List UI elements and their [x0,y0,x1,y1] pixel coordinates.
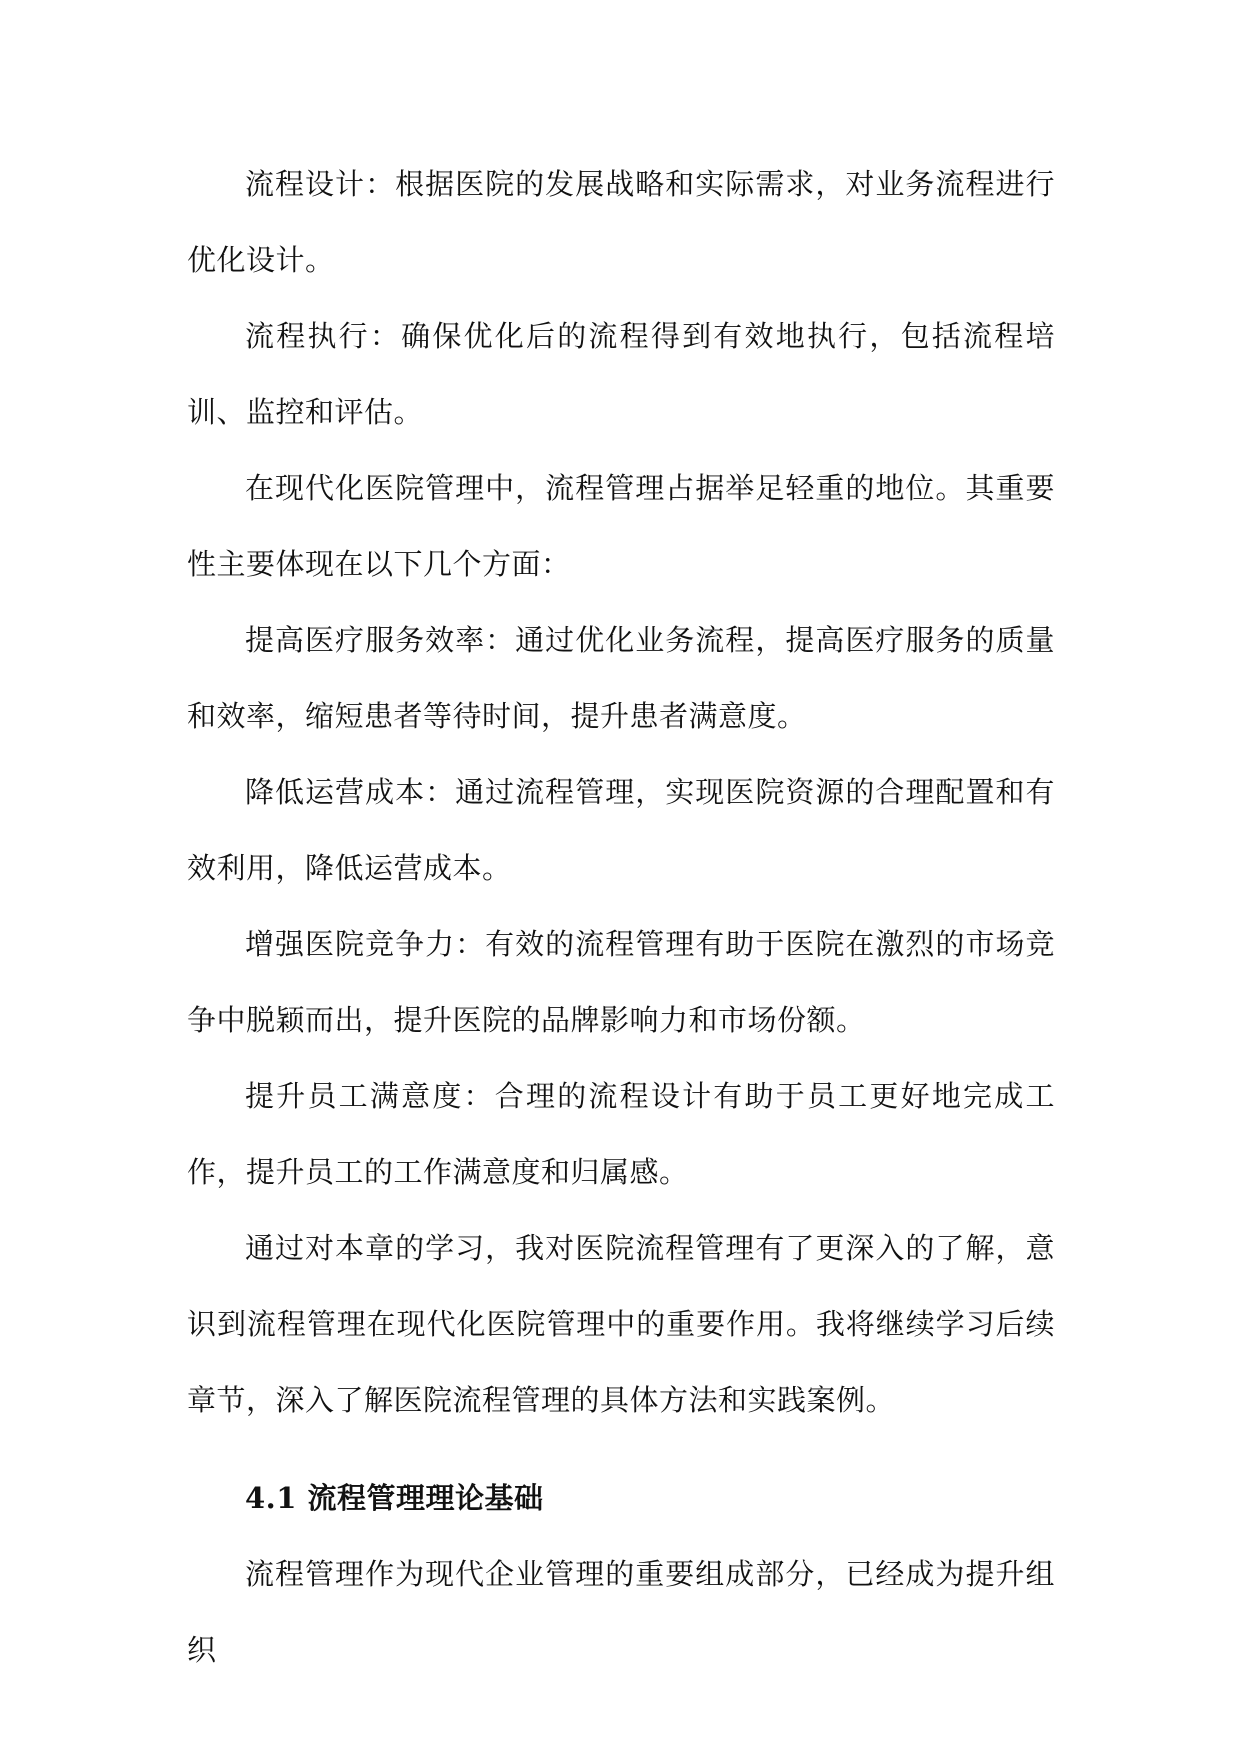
paragraph-competitiveness: 增强医院竞争力：有效的流程管理有助于医院在激烈的市场竞争中脱颖而出，提升医院的品牌影响力和市场份额。 [187,927,1055,1037]
paragraph-staff-satisfaction: 提升员工满意度：合理的流程设计有助于员工更好地完成工作，提升员工的工作满意度和归属感。 [187,1079,1055,1189]
paragraph-section-intro: 流程管理作为现代企业管理的重要组成部分，已经成为提升组织 [187,1557,1055,1667]
paragraph-chapter-summary: 通过对本章的学习，我对医院流程管理有了更深入的了解，意识到流程管理在现代化医院管理中的重要作用。我将继续学习后续章节，深入了解医院流程管理的具体方法和实践案例。 [187,1231,1055,1417]
section-heading: 4.1 流程管理理论基础 [245,1481,544,1515]
page-content [187,146,1055,1688]
paragraph-process-execution: 流程执行：确保优化后的流程得到有效地执行，包括流程培训、监控和评估。 [187,319,1055,429]
paragraph-cost: 降低运营成本：通过流程管理，实现医院资源的合理配置和有效利用，降低运营成本。 [187,775,1055,885]
paragraph-process-design: 流程设计：根据医院的发展战略和实际需求，对业务流程进行优化设计。 [187,167,1055,277]
paragraph-efficiency: 提高医疗服务效率：通过优化业务流程，提高医疗服务的质量和效率，缩短患者等待时间，提升患者满意度。 [187,623,1055,733]
paragraph-importance-intro: 在现代化医院管理中，流程管理占据举足轻重的地位。其重要性主要体现在以下几个方面： [187,471,1055,581]
